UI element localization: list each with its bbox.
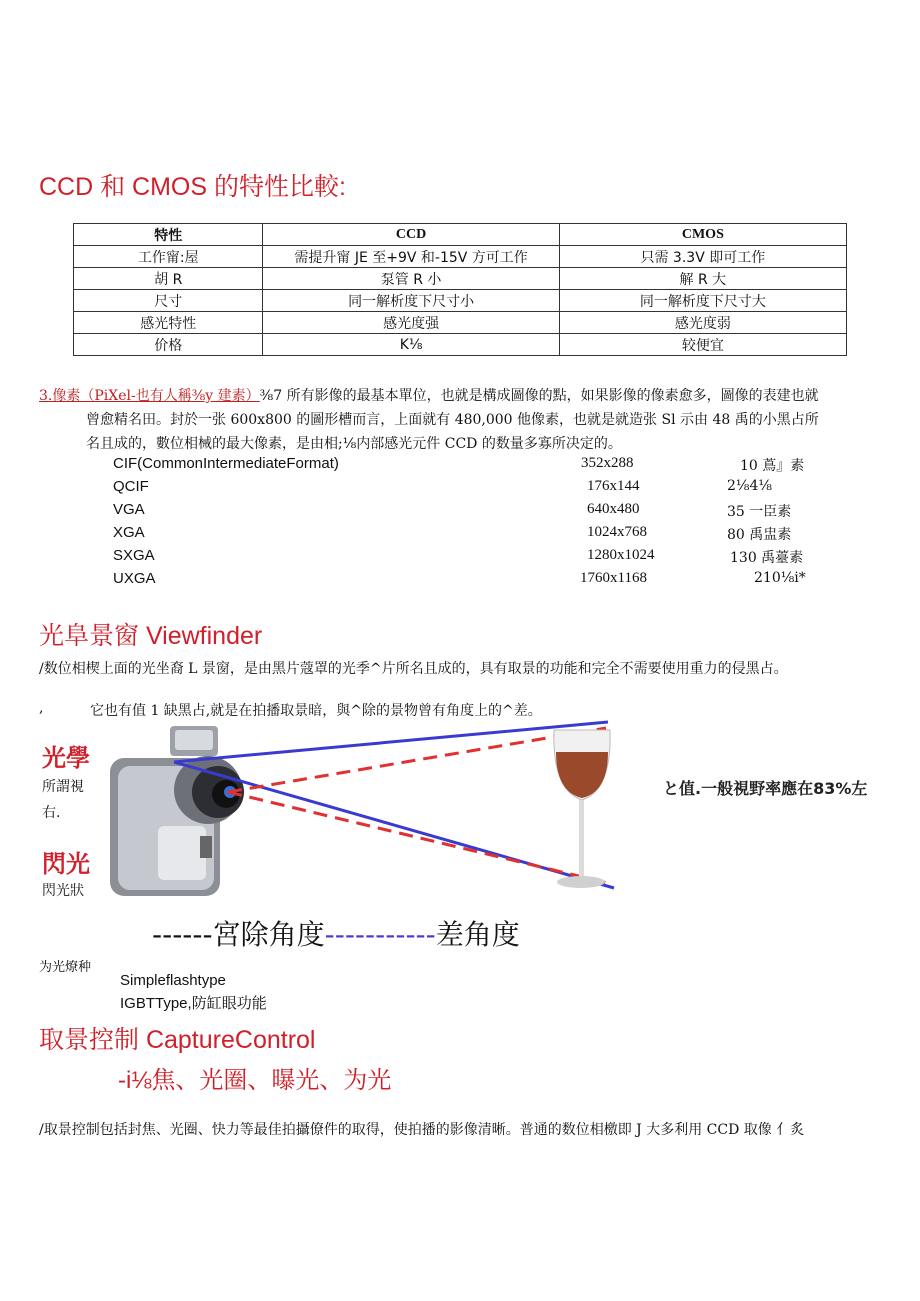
table-cell: K⅛ [263,334,559,356]
table-cell: 需提升甯 JE 至+9V 和-15V 方可工作 [263,246,559,268]
table-cell: 泵管 R 小 [263,268,559,290]
optical-sub-label: 所謂視 [42,779,84,795]
resolution-name: SXGA [113,547,155,564]
sight-line-top [174,722,608,762]
pixel-lead-text: 3.像素（PiXel-也有人稱⅜y 建素） [39,388,260,404]
resolution-size: 176x144 [587,478,640,494]
resolution-pixel-count: 10 蔦』素 [740,458,805,474]
pixel-paragraph-line3: 名且成的，數位相械的最大像素，是由相;⅛内部感光元件 CCD 的数量多寡所决定的。 [86,436,622,452]
resolution-pixel-count: 210⅛i* [754,570,806,586]
camera-illustration [110,726,244,896]
table-header-cell: CCD [263,224,559,246]
table-row [74,290,847,312]
optical-label: 光學 [42,744,90,772]
wine-glass-illustration [554,730,610,888]
angle-caption-dashes: ----------- [324,918,436,951]
pixel-paragraph-line1 [39,385,819,405]
angle-caption-left: ------宮除角度 [152,918,325,951]
flash-type-igbt: IGBTType,防缸眼功能 [120,995,267,1012]
viewfinder-note: 它也有值 1 缺黑占,就是在拍播取景暗，與^除的景物曾有角度上的^差。 [90,703,542,719]
sight-line-bottom [174,762,614,888]
resolution-size: 1280x1024 [587,547,655,563]
resolution-size: 640x480 [587,501,640,517]
pixel-paragraph-line2: 曾愈精名田。封於一张 600x800 的圖形槽而言，上面就有 480,000 他像素，也就是就造张 Sl 示由 48 禹的小黑占所 [86,412,819,428]
table-cell: 感光度强 [263,312,559,334]
table-row [74,246,847,268]
table-cell: 工作甯:屋 [74,246,263,268]
resolution-pixel-count: 130 禹薹素 [730,550,804,566]
table-header-cell: CMOS [559,224,846,246]
viewfinder-heading: 光阜景窗 Viewfinder [39,622,263,650]
compare-heading: CCD 和 CMOS 的特性比較: [39,173,346,201]
angle-caption [152,913,520,953]
table-row [74,268,847,290]
flash-sub-label: 閃光狀 [42,883,84,899]
resolution-size: 1024x768 [587,524,647,540]
table-cell: 同一解析度下尺寸大 [559,290,846,312]
comparison-table [73,223,847,356]
resolution-pixel-count: 35 一臣素 [727,504,792,520]
flash-types-label: 为光燎种 [39,960,92,975]
table-cell: 感光度弱 [559,312,846,334]
table-row [74,334,847,356]
resolution-name: CIF(CommonIntermediateFormat) [113,455,339,472]
resolution-size: 352x288 [581,455,634,471]
table-cell: 只需 3.3V 即可工作 [559,246,846,268]
table-cell: 感光特性 [74,312,263,334]
viewfinder-figure [40,718,640,908]
resolution-name: QCIF [113,478,149,495]
pixel-line1-text: ⅜7 所有影像的最基本單位，也就是構成圖像的點，如果影像的像素愈多，圖像的表建也就 [259,388,819,404]
capture-heading: 取景控制 CaptureControl [39,1026,316,1054]
capture-paragraph: /取景控制包括封焦、光圈、快力等最佳拍攝僚件的取得，使拍播的影像清晰。普通的数位相檄即 J 大多利用 CCD 取像 亻炙 [39,1122,805,1138]
resolution-name: UXGA [113,570,156,587]
table-cell: 解 R 大 [559,268,846,290]
viewfinder-ratio-note: と值.一般視野率應在83%左 [663,779,868,798]
table-header-row [74,224,847,246]
table-cell: 同一解析度下尺寸小 [263,290,559,312]
capture-subheading: -i⅛焦、光圈、曝光、为光 [118,1067,392,1094]
flash-label: 閃光 [42,850,90,878]
flash-type-simple: Simpleflashtype [120,972,226,989]
lens-line-top [228,728,606,792]
resolution-name: VGA [113,501,145,518]
lens-line-bottom [228,792,612,884]
resolution-name: XGA [113,524,145,541]
table-cell: 胡 R [74,268,263,290]
resolution-size: 1760x1168 [580,570,647,586]
table-header-cell: 特性 [74,224,263,246]
table-cell: 价格 [74,334,263,356]
angle-caption-right: 差角度 [435,918,520,951]
resolution-pixel-count: 2⅛4⅛ [727,478,772,494]
viewfinder-note-marker: , [39,700,44,716]
table-row [74,312,847,334]
table-cell: 尺寸 [74,290,263,312]
table-cell: 较便宜 [559,334,846,356]
optical-sub-label-2: 右. [42,805,61,821]
resolution-pixel-count: 80 禹盅素 [727,527,792,543]
viewfinder-paragraph: /数位相楔上面的光坐裔 L 景窗，是由黑片蔻罩的光季^片所名且成的，具有取景的功能和完全不需要使用重力的侵黑占。 [39,661,788,677]
